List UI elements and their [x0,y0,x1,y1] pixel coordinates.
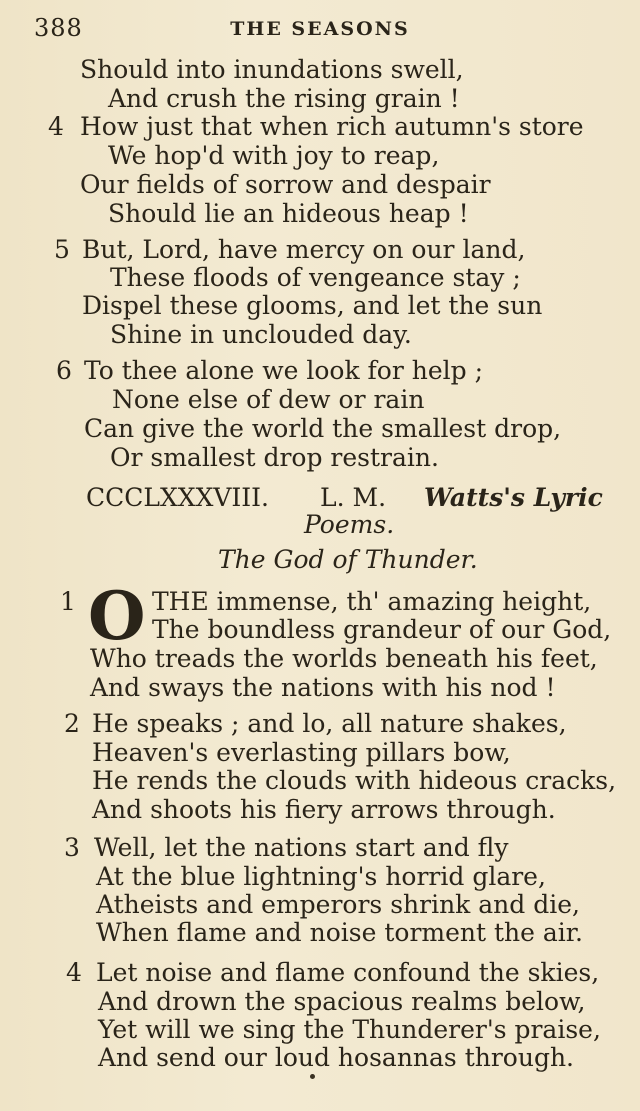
verse-line: Well, let the nations start and fly [94,833,509,862]
stanza-number: 4 [66,958,82,987]
verse-line: To thee alone we look for help ; [84,356,484,385]
verse-line: Should into inundations swell, [80,55,464,84]
verse-line: We hop'd with joy to reap, [108,141,440,170]
verse-line: The boundless grandeur of our God, [152,615,612,644]
stanza-number: 2 [64,709,80,738]
hymn-source: Watts's Lyric [424,483,603,512]
verse-line: These floods of vengeance stay ; [110,263,521,292]
verse-line: THE immense, th' amazing height, [152,587,592,616]
verse-line: Or smallest drop restrain. [110,443,439,472]
hymn-source-continued: Poems. [304,510,395,539]
hymn-meter: L. M. [320,483,387,512]
verse-line: Atheists and emperors shrink and die, [96,890,580,919]
stanza-number: 1 [60,587,76,616]
verse-line: He speaks ; and lo, all nature shakes, [92,709,567,738]
page-header [0,10,640,50]
page-number: 388 [34,14,83,42]
verse-line: Can give the world the smallest drop, [84,414,562,443]
verse-line: None else of dew or rain [112,385,425,414]
hymn-title: The God of Thunder. [218,545,478,574]
drop-cap: O [88,577,146,655]
verse-line: When flame and noise torment the air. [96,918,583,947]
verse-line: And sways the nations with his nod ! [90,673,556,702]
stanza-number: 4 [48,112,64,141]
verse-line: And send our loud hosannas through. [98,1043,575,1072]
verse-line: And drown the spacious realms below, [98,987,586,1016]
verse-line: Who treads the worlds beneath his feet, [90,644,598,673]
stanza-number: 6 [56,356,72,385]
stanza-number: 5 [54,235,70,264]
printer-mark [310,1074,315,1079]
running-title: THE SEASONS [230,18,410,40]
verse-line: But, Lord, have mercy on our land, [82,235,526,264]
verse-line: Shine in unclouded day. [110,320,412,349]
verse-line: And shoots his fiery arrows through. [92,795,556,824]
hymn-number: CCCLXXXVIII. [86,483,270,512]
verse-line: At the blue lightning's horrid glare, [96,862,546,891]
verse-line: Dispel these glooms, and let the sun [82,291,543,320]
verse-line: Our fields of sorrow and despair [80,170,491,199]
verse-line: Yet will we sing the Thunderer's praise, [98,1015,601,1044]
verse-line: How just that when rich autumn's store [80,112,584,141]
verse-line: Heaven's everlasting pillars bow, [92,738,511,767]
verse-line: Should lie an hideous heap ! [108,199,469,228]
stanza-number: 3 [64,833,80,862]
verse-line: Let noise and flame confound the skies, [96,958,600,987]
verse-line: He rends the clouds with hideous cracks, [92,766,617,795]
verse-line: And crush the rising grain ! [108,84,460,113]
